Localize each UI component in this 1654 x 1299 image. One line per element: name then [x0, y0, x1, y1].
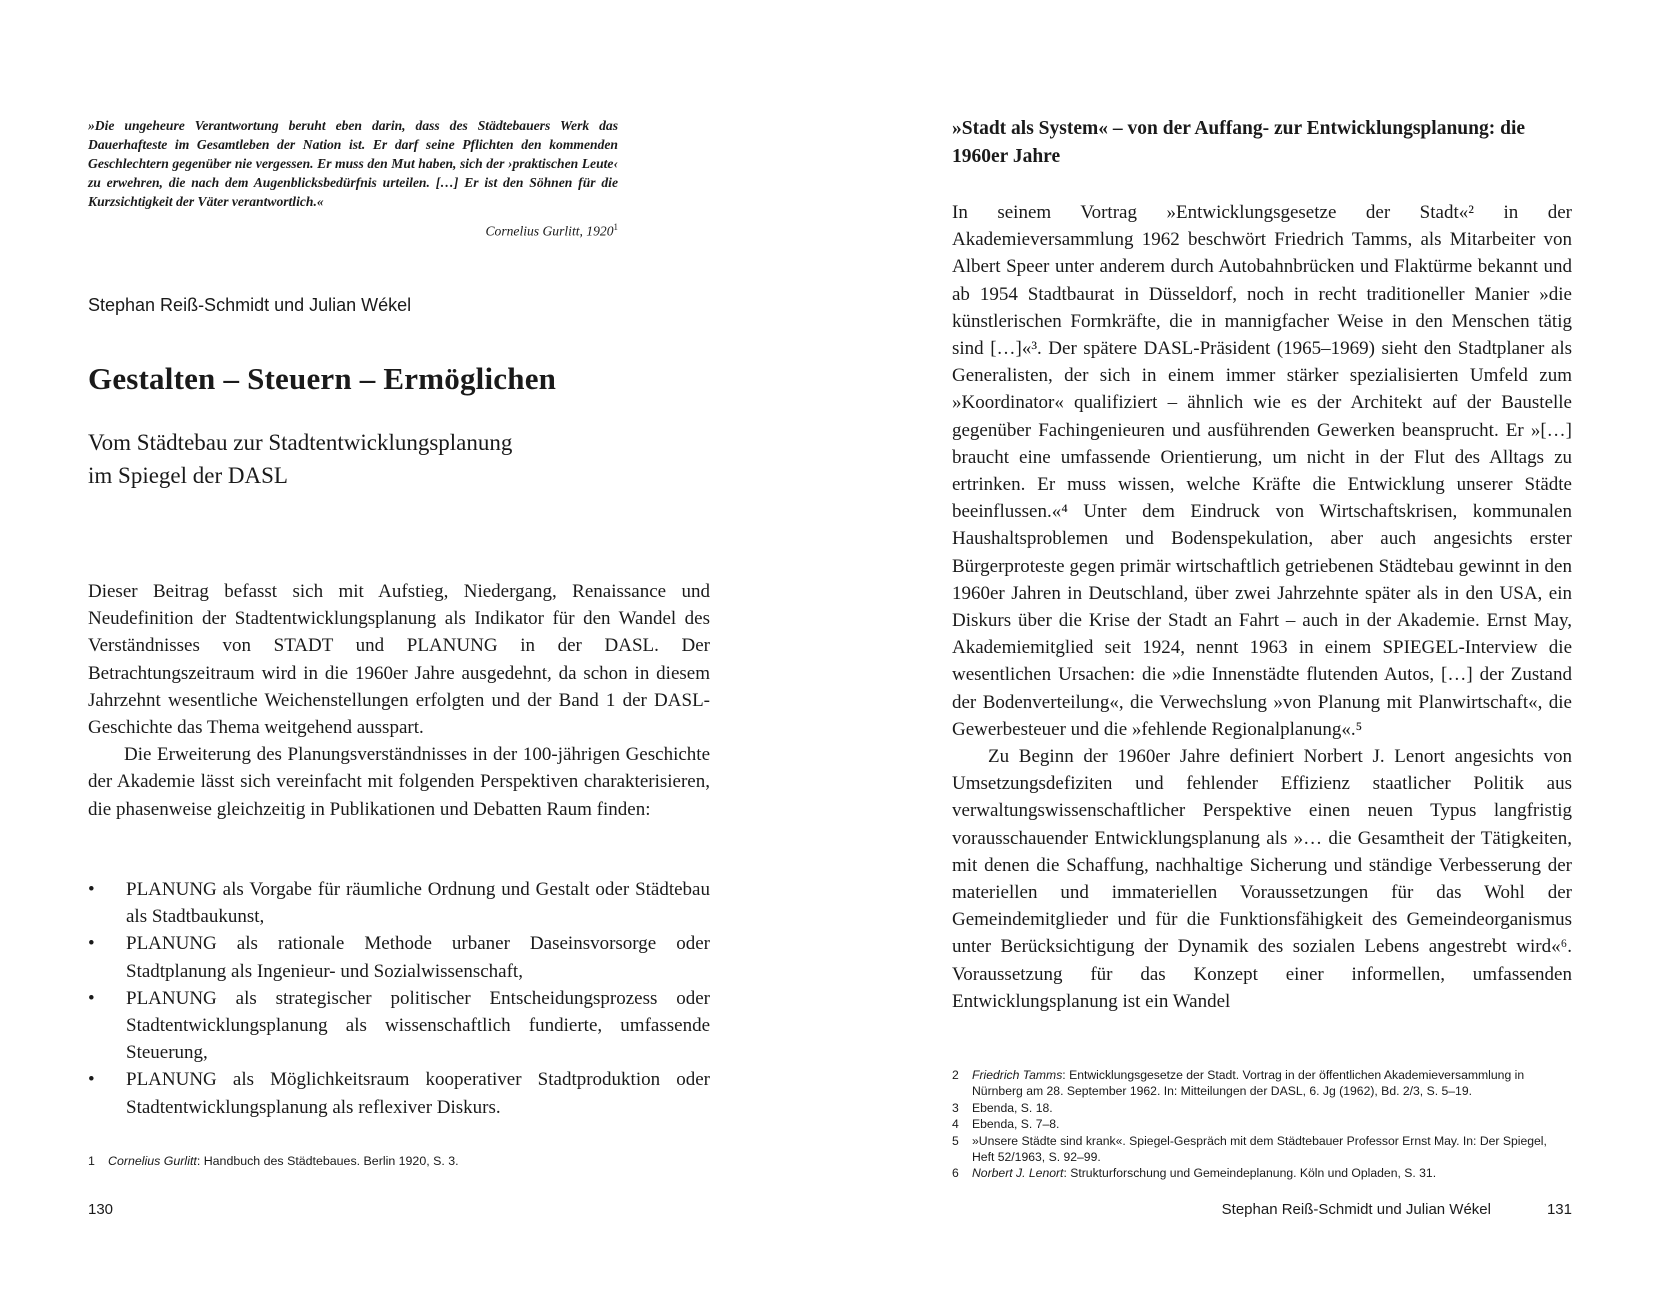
epigraph-footnote-ref: 1 [613, 222, 618, 232]
list-item-text: PLANUNG als Möglichkeitsraum kooperativer Stadtproduktion oder Stadtentwicklungsplanung als reflexiver Diskurs. [126, 1069, 710, 1118]
running-footer-authors: Stephan Reiß-Schmidt und Julian Wékel [1221, 1201, 1491, 1218]
footnotes-list [952, 1067, 1572, 1182]
footnote-item [952, 1100, 1572, 1116]
footnote-item [952, 1133, 1572, 1166]
list-item-text: PLANUNG als strategischer politischer Entscheidungsprozess oder Stadtentwicklungsplanung als wissenschaftlich fundierte, umfassende Steuerung, [126, 987, 710, 1064]
page-number-left: 130 [88, 1201, 114, 1218]
perspective-list [88, 876, 710, 1121]
footnote-number: 5 [952, 1133, 959, 1148]
bullet-icon: • [88, 879, 95, 900]
list-item [88, 1066, 710, 1120]
footnote-1 [88, 1154, 459, 1168]
chapter-title: Gestalten – Steuern – Ermöglichen [88, 361, 557, 396]
intro-paragraph-2: Die Erweiterung des Planungsverständnisses in der 100-jährigen Geschichte der Akademie lässt sich vereinfacht mit folgenden Perspektiven charakterisieren, die phasenweise gleichzeitig in Publikationen und Debatten Raum finden: [88, 744, 710, 820]
list-item [88, 985, 710, 1067]
bullet-icon: • [88, 933, 95, 955]
intro-text [88, 578, 710, 823]
chapter-subtitle [88, 426, 648, 492]
subtitle-line-2: im Spiegel der DASL [88, 463, 288, 488]
footnote-text: : Handbuch des Städtebaues. Berlin 1920, S. 3. [196, 1154, 459, 1168]
running-footer [952, 1201, 1572, 1218]
footnote-text: Ebenda, S. 7–8. [972, 1117, 1060, 1132]
epigraph-source [88, 222, 618, 240]
list-item-text: PLANUNG als rationale Methode urbaner Daseinsvorsorge oder Stadtplanung als Ingenieur- und Sozialwissenschaft, [126, 933, 710, 982]
footnote-text: : Strukturforschung und Gemeindeplanung. Köln und Opladen, S. 31. [1063, 1166, 1437, 1181]
epigraph-quote: »Die ungeheure Verantwortung beruht eben darin, dass des Städtebauers Werk das Dauerhafteste im Gesamtleben der Nation ist. Er darf seine Pflichten den kommenden Geschlechtern gegenüber nie vergessen. Er muss den Mut haben, sich der ›praktischen Leute‹ zu erwehren, die nach dem Augenblicksbedürfnis urteilen. […] Er ist den Söhnen für die Kurzsichtigkeit der Väter verantwortlich.« [88, 118, 618, 209]
section-body [952, 199, 1572, 1015]
chapter-authors: Stephan Reiß-Schmidt und Julian Wékel [88, 295, 412, 315]
epigraph-source-name: Cornelius Gurlitt, 1920 [485, 223, 614, 239]
subtitle-line-1: Vom Städtebau zur Stadtentwicklungsplanung [88, 430, 513, 455]
right-page [952, 0, 1572, 1299]
bullet-icon: • [88, 987, 95, 1009]
footnote-item [952, 1116, 1572, 1132]
section-paragraph-1: In seinem Vortrag »Entwicklungsgesetze der Stadt«² in der Akademieversammlung 1962 beschwört Friedrich Tamms, als Mitarbeiter von Albert Speer unter anderem durch Autobahnbrücken und Flaktürme bekannt und ab 1954 Stadtbaurat in Düsseldorf, noch in recht traditioneller Manier »die künstlerischen Formkräfte, die in mannigfacher Weise in den Menschen tätig sind […]«³. Der spätere DASL-Präsident (1965–1969) sieht den Stadtplaner als Generalisten, der sich in einem immer stärker spezialisierten Umfeld zum »Koordinator« qualifiziert – ähnlich wie es der Architekt auf der Baustelle gegenüber Fachingenieuren und ausführenden Gewerken beansprucht. Er »[…] braucht eine umfassende Orientierung, um nicht in der Flut des Alltags zu ertrinken. Er muss wissen, welche Kräfte die Entwicklung unserer Städte beeinflussen.«⁴ Unter dem Eindruck von Wirtschaftskrisen, kommunalen Haushaltsproblemen und Bodenspekulation, aber auch angesichts erster Bürgerproteste gegen primär wirtschaftlich getriebenen Städtebau gewinnt in den 1960er Jahren in Deutschland, über zwei Jahrzehnte später als in den USA, ein Diskurs über die Krise der Stadt an Fahrt – auch in der Akademie. Ernst May, Akademiemitglied seit 1924, nennt 1963 in einem SPIEGEL-Interview die wesentlichen Ursachen: die »die Innenstädte flutenden Autos, […] der Zustand der Bodenverteilung«, die Verwechslung »von Planung mit Planwirtschaft«, die Gewerbesteuer und die »fehlende Regionalplanung«.⁵ [952, 202, 1572, 740]
footnote-author: Norbert J. Lenort [972, 1166, 1064, 1181]
section-paragraph-2: Zu Beginn der 1960er Jahre definiert Norbert J. Lenort angesichts von Umsetzungsdefiziten und fehlender Effizienz staatlicher Politik aus verwaltungswissenschaftlicher Perspektive einen neuen Typus langfristig vorausschauender Entwicklungsplanung als »… die Gesamtheit der Tätigkeiten, mit denen die Schaffung, nachhaltige Sicherung und ständige Verbesserung der materiellen und immateriellen Voraussetzungen für das Wohl der Gemeindemitglieder und für die Funktionsfähigkeit des Gemeindeorganismus unter Berücksichtigung der Dynamik des sozialen Lebens angestrebt wird«⁶. Voraussetzung für das Konzept einer informellen, umfassenden Entwicklungsplanung ist ein Wandel [952, 746, 1572, 1012]
list-item [88, 876, 710, 930]
footnote-number: 4 [952, 1117, 959, 1132]
intro-paragraph-1: Dieser Beitrag befasst sich mit Aufstieg, Niedergang, Renaissance und Neudefinition der Stadtentwicklungsplanung als Indikator für den Wandel des Verständnisses von STADT und PLANUNG in der DASL. Der Betrachtungszeitraum wird in die 1960er Jahre ausgedehnt, da schon in diesem Jahrzehnt wesentliche Weichenstellungen erfolgten und der Band 1 der DASL-Geschichte das Thema weitgehend ausspart. [88, 581, 710, 739]
footnote-text: : Entwicklungsgesetze der Stadt. Vortrag in der öffentlichen Akademieversammlung in Nürnberg am 28. September 1962. In: Mitteilungen der DASL, 6. Jg (1962), Bd. 2/3, S. 5–19. [972, 1068, 1525, 1099]
list-item-text: PLANUNG als Vorgabe für räumliche Ordnung und Gestalt oder Städtebau als Stadtbaukunst, [126, 879, 710, 928]
footnote-item [952, 1067, 1572, 1100]
footnote-author: Friedrich Tamms [972, 1068, 1063, 1082]
footnote-text: Ebenda, S. 18. [972, 1100, 1053, 1115]
left-page [88, 0, 710, 1299]
bullet-icon: • [88, 1069, 95, 1091]
page-number-right: 131 [1546, 1201, 1572, 1218]
footnote-number: 6 [952, 1166, 959, 1181]
footnote-item [952, 1165, 1572, 1181]
list-item [88, 930, 710, 984]
footnote-author: Cornelius Gurlitt [108, 1154, 197, 1168]
footnote-text: »Unsere Städte sind krank«. Spiegel-Gespräch mit dem Städtebauer Professor Ernst May. In: Der Spiegel, Heft 52/1963, S. 92–99. [972, 1133, 1547, 1165]
section-heading: »Stadt als System« – von der Auffang- zur Entwicklungsplanung: die 1960er Jahre [952, 118, 1526, 167]
footnote-number: 2 [952, 1068, 959, 1082]
footnote-number: 3 [952, 1100, 959, 1115]
footnote-number: 1 [88, 1154, 95, 1168]
